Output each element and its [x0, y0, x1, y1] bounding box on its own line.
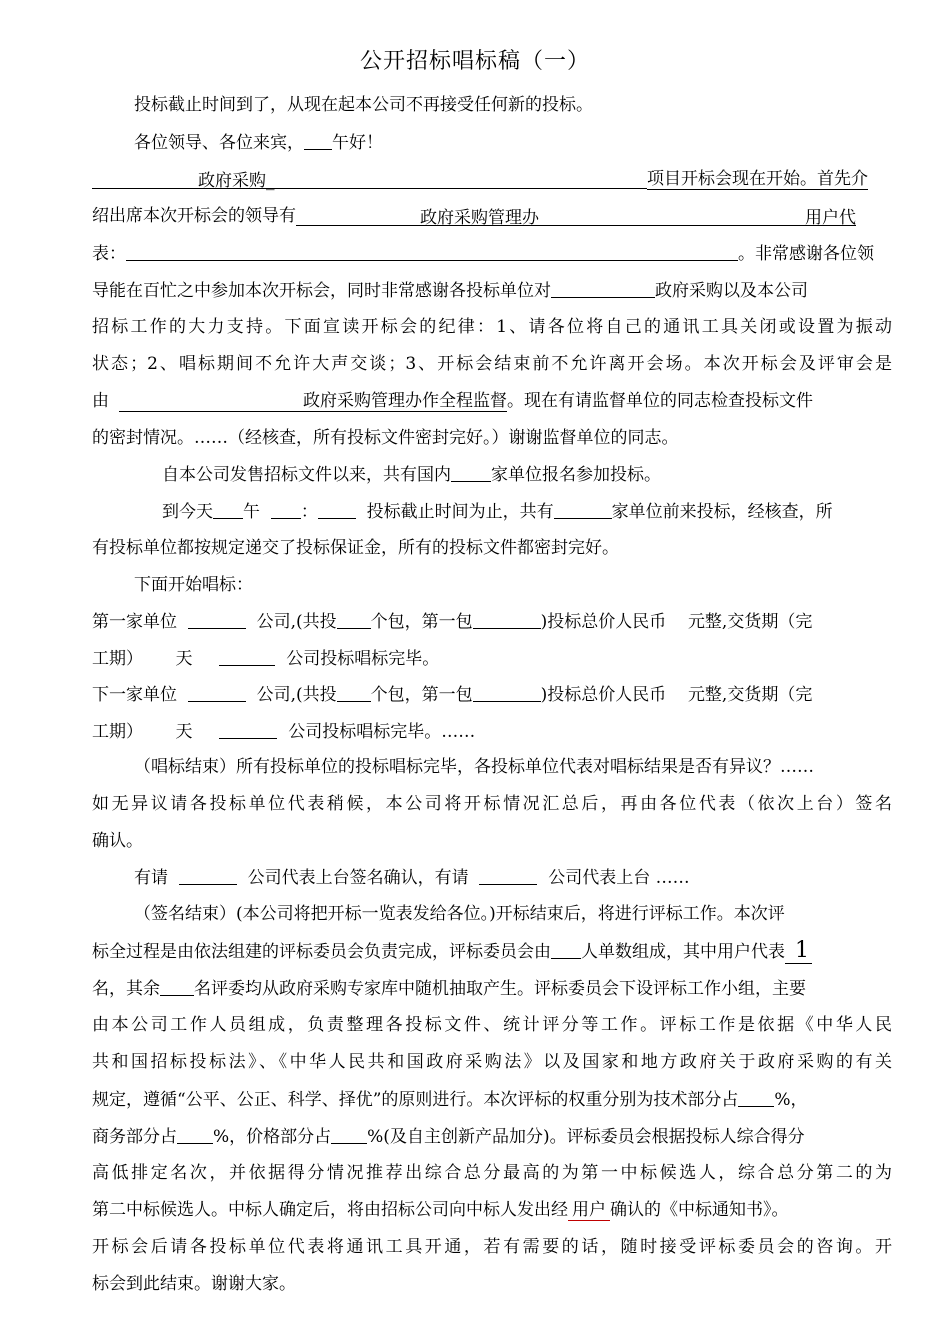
blank-next-package-count	[337, 681, 371, 702]
para-objection-line-3: 确认。	[92, 831, 143, 851]
blank-tech-weight	[738, 1086, 774, 1107]
blank-next-company	[188, 681, 246, 702]
blank-supervisor: 政府采购管理办作全程监督	[119, 391, 507, 412]
blank-next-days	[219, 718, 277, 739]
blank-user-rep	[126, 240, 738, 261]
para-rules-line-2: 状态；2、唱标期间不允许大声交谈；3、开标会结束前不允许离开会场。本次开标会及评审会是	[92, 354, 892, 374]
para-eval-line-8: 高低排定名次，并依据得分情况推荐出综合总分最高的为第一中标候选人，综合总分第二的为	[92, 1163, 892, 1183]
para-opening-line-1: 政府采购_ 项目开标会现在开始。首先介	[92, 166, 892, 192]
blank-first-company	[188, 608, 246, 629]
para-eval-line-5: 共和国招标投标法》、《中华人民共和国政府采购法》以及国家和地方政府关于政府采购的有关	[92, 1052, 892, 1072]
blank-ampm	[304, 129, 332, 150]
para-sign-confirm: 有请 公司代表上台签名确认，有请 公司代表上台 ……	[134, 864, 892, 890]
para-rules-line-1: 招标工作的大力支持。下面宣读开标会的纪律：1、请各位将自己的通讯工具关闭或设置为振动	[92, 317, 892, 337]
bid-next-line-2: 工期） 天 公司投标唱标完毕。……	[92, 718, 892, 744]
blank-sign-company-1	[179, 864, 237, 885]
para-eval-line-1: （签名结束）(本公司将把开标一览表发给各位。)开标结束后，将进行评标工作。本次评	[134, 904, 785, 924]
para-bid-count-line-1: 到今天 午 ： 投标截止时间为止，共有 家单位前来投标，经核查，所	[162, 498, 892, 524]
user-rep-count: 1	[785, 938, 812, 964]
para-eval-line-3: 名，其余 名评委均从政府采购专家库中随机抽取产生。评标委员会下设评标工作小组，主要	[92, 975, 892, 1001]
page-title: 公开招标唱标稿（一）	[359, 49, 590, 74]
para-eval-line-7: 商务部分占 %，价格部分占 %(及自主创新产品加分)。评标委员会根据投标人综合得分	[92, 1123, 892, 1149]
blank-bid-count	[554, 498, 612, 519]
blank-experts-count	[160, 975, 194, 996]
para-greeting: 各位领导、各位来宾， 午好！	[134, 129, 892, 155]
para-sealing-check: 的密封情况。……（经核查，所有投标文件密封完好。）谢谢监督单位的同志。	[92, 428, 679, 448]
para-supervision-line: 由 政府采购管理办作全程监督。现在有请监督单位的同志检查投标文件	[92, 391, 813, 411]
para-opening-line-2: 绍出席本次开标会的领导有 政府采购管理办 用户代	[92, 206, 856, 228]
para-eval-line-6: 规定，遵循“公平、公正、科学、择优”的原则进行。本次评标的权重分别为技术部分占 %，	[92, 1086, 892, 1112]
blank-day-period	[213, 498, 243, 519]
blank-first-days	[219, 645, 275, 666]
blank-registered-count	[451, 461, 491, 482]
blank-leaders: 政府采购管理办 用户代	[296, 205, 856, 226]
para-opening-line-4: 导能在百忙之中参加本次开标会，同时非常感谢各投标单位对 政府采购以及本公司	[92, 277, 892, 303]
blank-first-package-count	[337, 608, 371, 629]
blank-committee-size	[551, 938, 581, 959]
blank-bidders-support	[551, 277, 655, 298]
bid-first-line-1: 第一家单位 公司,(共投 个包，第一包 )投标总价人民币 元整,交货期（完	[92, 608, 892, 634]
blank-first-package	[473, 608, 541, 629]
para-deadline: 投标截止时间到了，从现在起本公司不再接受任何新的投标。	[134, 95, 593, 115]
para-eval-line-4: 由本公司工作人员组成，负责整理各投标文件、统计评分等工作。评标工作是依据《中华人民	[92, 1015, 892, 1035]
bid-next-line-1: 下一家单位 公司,(共投 个包，第一包 )投标总价人民币 元整,交货期（完	[92, 681, 892, 707]
blank-price-weight	[331, 1123, 367, 1144]
user-confirm-text: 用户	[568, 1200, 610, 1221]
para-eval-line-9: 第二中标候选人。中标人确定后，将由招标公司向中标人发出经 用户 确认的《中标通知书》。	[92, 1200, 789, 1220]
para-opening-line-3: 表： 。非常感谢各位领	[92, 240, 892, 266]
para-eval-line-2: 标全过程是由依法组建的评标委员会负责完成，评标委员会由 人单数组成，其中用户代表 1	[92, 938, 892, 964]
blank-hour	[271, 498, 301, 519]
bid-first-line-2: 工期） 天 公司投标唱标完毕。	[92, 645, 892, 671]
blank-business-weight	[177, 1123, 213, 1144]
para-objection-line-1: （唱标结束）所有投标单位的投标唱标完毕，各投标单位代表对唱标结果是否有异议？……	[134, 757, 814, 777]
para-eval-line-10: 开标会后请各投标单位代表将通讯工具开通，若有需要的话，随时接受评标委员会的咨询。开	[92, 1237, 892, 1257]
blank-project-name: 政府采购_	[92, 168, 647, 189]
para-closing: 标会到此结束。谢谢大家。	[92, 1274, 296, 1294]
para-objection-line-2: 如无异议请各投标单位代表稍候，本公司将开标情况汇总后，再由各位代表（依次上台）签名	[92, 794, 892, 814]
blank-sign-company-2	[479, 864, 537, 885]
blank-next-package	[473, 681, 541, 702]
blank-minute	[318, 498, 356, 519]
para-bid-count-line-2: 有投标单位都按规定递交了投标保证金，所有的投标文件都密封完好。	[92, 538, 619, 558]
para-start-reading: 下面开始唱标：	[134, 575, 253, 595]
para-registration: 自本公司发售招标文件以来，共有国内 家单位报名参加投标。	[162, 461, 892, 487]
